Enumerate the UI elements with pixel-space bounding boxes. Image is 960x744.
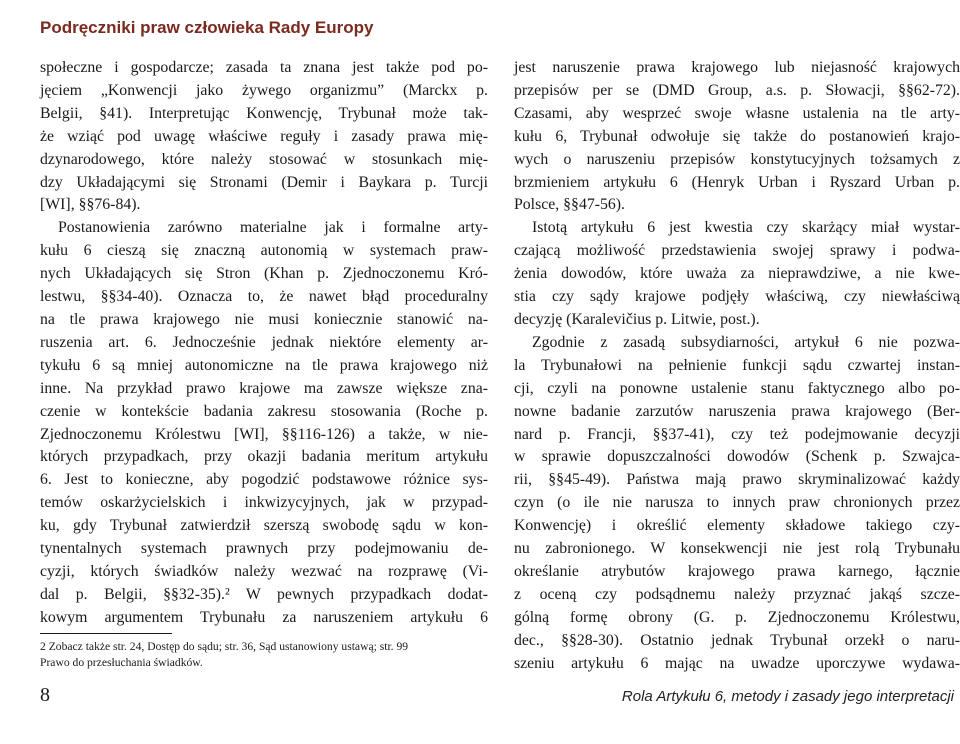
text-line: tynentalnych systemach prawnych przy podejmowaniu de- [40, 540, 488, 558]
text-line: na tle prawa krajowego nie musi koniecznie stanowić na- [40, 310, 488, 328]
text-line: szeniu artykułu 6 mając na uwadze uporczywe wydawa- [514, 654, 960, 672]
text-line: kowym argumentem Trybunału za naruszeniem artykułu 6 [40, 608, 488, 626]
text-line: la Trybunałowi na pełnienie funkcji sądu czwartej instan- [514, 356, 960, 374]
text-line: dzy Układającymi się Stronami (Demir i Baykara p. Turcji [40, 173, 488, 191]
footnote-divider [40, 633, 172, 634]
text-line: lestwu, §§34-40). Oznacza to, że nawet błąd proceduralny [40, 288, 488, 306]
text-line: nych Układających się Stron (Khan p. Zjednoczonemu Kró- [40, 265, 488, 283]
text-line: Czasami, aby wesprzeć swoje własne ustalenia na tle arty- [514, 104, 960, 122]
text-line: w sprawie dopuszczalności dowodów (Schenk p. Szwajca- [514, 448, 960, 466]
text-line: Polsce, §§47-56). [514, 196, 626, 214]
text-line: określanie atrybutów krajowego prawa karnego, łącznie [514, 562, 960, 580]
text-line: ku, gdy Trybunał zatwierdził szerszą swobodę sądu w kon- [40, 517, 488, 535]
text-line: dzynarodowego, które należy stosować w stosunkach mię- [40, 150, 488, 168]
running-footer-title: Rola Artykułu 6, metody i zasady jego interpretacji [621, 688, 954, 705]
text-line: cyzji, których świadków należy wezwać na rozprawę (Vi- [40, 562, 488, 580]
text-line: jest naruszenie prawa krajowego lub niejasność krajowych [514, 59, 960, 76]
text-line: żenia dowodów, które uważa za nieprawdziwe, a nie kwe- [514, 265, 960, 283]
footnote-line: Prawo do przesłuchania świadków. [40, 656, 203, 669]
text-line: Konwencję) i określić elementy składowe takiego czy- [514, 517, 960, 535]
text-line: nowne badanie zarzutów naruszenia prawa krajowego (Ber- [514, 402, 960, 420]
text-line: jęciem „Konwencji jako żywego organizmu” (Marckx p. [40, 81, 488, 99]
text-line: Belgii, §41). Interpretując Konwencję, Trybunał może tak- [40, 104, 488, 122]
text-line: 6. Jest to konieczne, aby pogodzić podstawowe różnice sys- [40, 471, 488, 489]
page-number: 8 [40, 684, 50, 706]
text-line: nard p. Francji, §§37-41), czy też podejmowanie decyzji [514, 425, 960, 443]
text-line: czyn (o ile nie narusza to innych praw chronionych przez [514, 494, 960, 512]
text-line: [WI], §§76-84). [40, 196, 141, 214]
text-line: że wziąć pod uwagę właściwe reguły i zasady prawa mię- [40, 127, 488, 145]
text-line: społeczne i gospodarcze; zasada ta znana jest także pod po- [40, 59, 488, 76]
text-line: kułu 6, Trybunał odwołuje się także do postanowień krajo- [514, 127, 960, 145]
text-line: decyzję (Karalevičius p. Litwie, post.). [514, 310, 760, 328]
right-text-column [514, 57, 960, 675]
text-line: inne. Na przykład prawo krajowe ma zawsze większe zna- [40, 379, 488, 397]
footnote-line: 2 Zobacz także str. 24, Dostęp do sądu; str. 36, Sąd ustanowiony ustawą; str. 99 [40, 640, 409, 653]
text-line: dal p. Belgii, §§32-35).² W pewnych przypadkach dodat- [40, 585, 488, 603]
text-line: czającą możliwość przedstawienia swojej sprawy i podwa- [514, 242, 960, 260]
running-header-title: Podręczniki praw człowieka Rady Europy [40, 18, 374, 37]
text-line: rii, §§45-49). Państwa mają prawo skryminalizować każdy [514, 471, 960, 489]
text-line: gólną formę obrony (G. p. Zjednoczonemu Królestwu, [514, 608, 960, 626]
text-line: stia czy sądy krajowe podjęły właściwą, czy niewłaściwą [514, 288, 960, 306]
left-text-column [40, 57, 488, 630]
text-line: których przypadkach, przy okazji badania meritum artykułu [40, 448, 488, 466]
text-line: z oceną czy podsądnemu należy przyznać jakąś szcze- [514, 585, 960, 603]
text-line: tykułu 6 są mniej autonomiczne na tle prawa krajowego niż [40, 356, 488, 374]
text-line: ruszenia art. 6. Jednocześnie jednak niektóre elementy ar- [40, 333, 488, 351]
text-line: wych o naruszeniu przepisów konstytucyjnych tożsamych z [514, 150, 960, 168]
text-line: czenie w kontekście badania zakresu stosowania (Roche p. [40, 402, 488, 420]
text-line: Postanowienia zarówno materialne jak i formalne arty- [58, 219, 488, 237]
footnotes [40, 639, 490, 671]
text-line: nu zabronionego. W konsekwencji nie jest rolą Trybunału [514, 540, 960, 558]
text-line: Zjednoczonemu Królestwu [WI], §§116-126) a także, w nie- [40, 425, 488, 443]
text-line: przepisów per se (DMD Group, a.s. p. Słowacji, §§62-72). [514, 81, 960, 99]
text-line: brzmieniem artykułu 6 (Henryk Urban i Ryszard Urban p. [514, 173, 960, 191]
text-line: dec., §§28-30). Ostatnio jednak Trybunał orzekł o naru- [514, 631, 960, 649]
text-line: temów oskarżycielskich i inkwizycyjnych, jak w przypad- [40, 494, 488, 512]
text-line: kułu 6 cieszą się znaczną autonomią w systemach praw- [40, 242, 488, 260]
text-line: Istotą artykułu 6 jest kwestia czy skarżący miał wystar- [532, 219, 960, 237]
text-line: cji, czyli na ponowne ustalenie stanu faktycznego albo po- [514, 379, 960, 397]
text-line: Zgodnie z zasadą subsydiarności, artykuł 6 nie pozwa- [532, 333, 960, 351]
